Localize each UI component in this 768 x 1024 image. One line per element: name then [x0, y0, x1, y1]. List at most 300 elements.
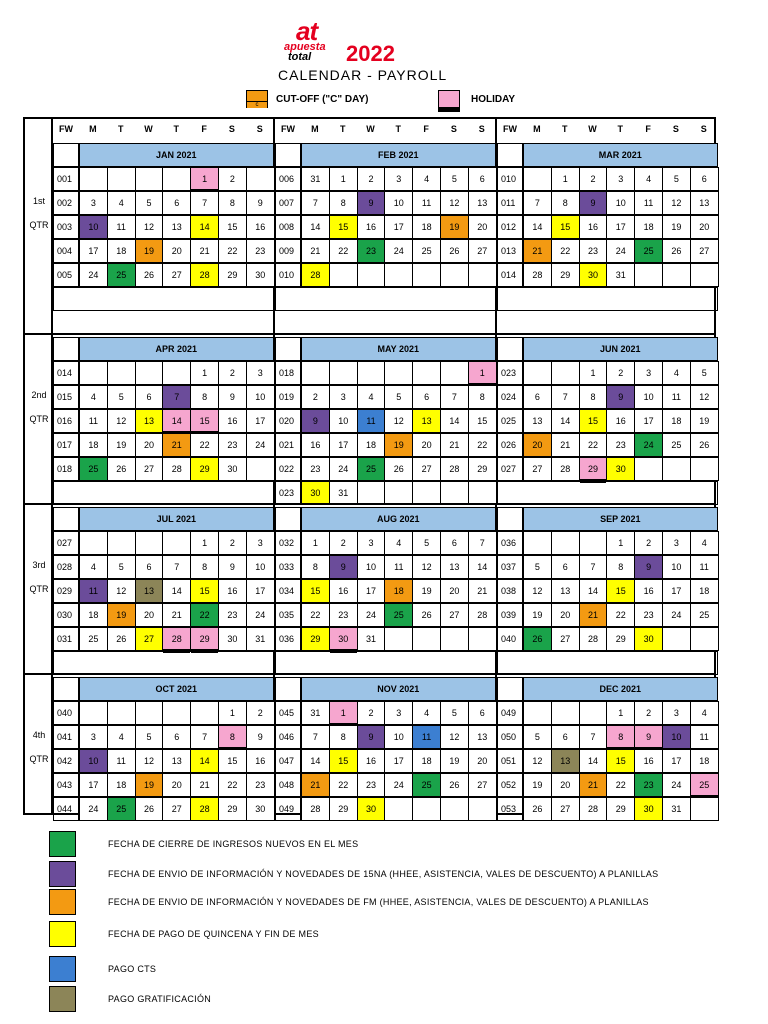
day-cell: 7 — [301, 191, 330, 215]
week-number: 032 — [275, 531, 301, 555]
day-cell: 26 — [523, 797, 552, 821]
day-cell — [662, 263, 691, 287]
day-cell: 24 — [357, 603, 386, 627]
quarter-label-line: 2nd — [31, 390, 47, 400]
day-cell: 4 — [79, 555, 108, 579]
day-cell: 21 — [301, 239, 330, 263]
day-cell — [468, 797, 497, 821]
week-number: 041 — [53, 725, 79, 749]
month-header: JUL 2021 — [79, 507, 274, 531]
day-cell: 14 — [440, 409, 469, 433]
day-cell — [690, 797, 719, 821]
weekday-header: S — [478, 124, 485, 134]
day-cell: 28 — [523, 263, 552, 287]
day-cell: 20 — [135, 433, 164, 457]
day-cell: 2 — [357, 701, 386, 725]
day-cell — [690, 263, 719, 287]
weekday-header: W — [366, 124, 375, 134]
day-cell: 7 — [551, 385, 580, 409]
day-cell: 27 — [468, 773, 497, 797]
day-cell: 20 — [162, 239, 191, 263]
day-cell: 16 — [579, 215, 608, 239]
day-cell: 19 — [384, 433, 413, 457]
day-cell: 4 — [107, 725, 136, 749]
week-number: 036 — [275, 627, 301, 651]
day-cell: 31 — [357, 627, 386, 651]
weekday-header: FW — [59, 124, 73, 134]
week-number: 022 — [275, 457, 301, 481]
week-number: 010 — [497, 167, 523, 191]
legend-swatch — [49, 986, 76, 1012]
week-number: 017 — [53, 433, 79, 457]
logo-line1: apuesta — [284, 41, 326, 53]
day-cell: 16 — [606, 409, 635, 433]
day-cell: 8 — [190, 555, 219, 579]
week-number: 027 — [53, 531, 79, 555]
day-cell: 10 — [662, 555, 691, 579]
day-cell: 29 — [301, 627, 330, 651]
day-cell: 6 — [162, 191, 191, 215]
day-cell: 9 — [606, 385, 635, 409]
day-cell: 28 — [579, 627, 608, 651]
day-cell — [107, 167, 136, 191]
day-cell: 20 — [412, 433, 441, 457]
week-number: 050 — [497, 725, 523, 749]
day-cell: 24 — [246, 433, 275, 457]
day-cell: 28 — [162, 627, 191, 651]
day-cell: 23 — [579, 239, 608, 263]
day-cell: 10 — [329, 409, 358, 433]
day-cell: 18 — [79, 433, 108, 457]
day-cell: 12 — [412, 555, 441, 579]
day-cell: 3 — [606, 167, 635, 191]
day-cell: 10 — [246, 555, 275, 579]
day-cell: 2 — [634, 701, 663, 725]
weekday-header: T — [173, 124, 180, 134]
day-cell: 17 — [79, 239, 108, 263]
day-cell: 13 — [468, 725, 497, 749]
week-number: 015 — [53, 385, 79, 409]
day-cell: 6 — [440, 531, 469, 555]
day-cell: 22 — [606, 603, 635, 627]
day-cell — [384, 481, 413, 505]
day-cell: 8 — [329, 725, 358, 749]
day-cell — [357, 263, 386, 287]
day-cell: 5 — [135, 725, 164, 749]
day-cell: 9 — [634, 725, 663, 749]
month-header: JAN 2021 — [79, 143, 274, 167]
day-cell: 12 — [662, 191, 691, 215]
week-number: 014 — [497, 263, 523, 287]
day-cell: 8 — [190, 385, 219, 409]
day-cell: 23 — [218, 433, 247, 457]
day-cell: 15 — [218, 215, 247, 239]
day-cell — [690, 457, 719, 481]
day-cell: 31 — [301, 167, 330, 191]
day-cell: 3 — [634, 361, 663, 385]
weekday-header: M — [311, 124, 319, 134]
day-cell: 20 — [468, 215, 497, 239]
weekday-header: W — [588, 124, 597, 134]
day-cell: 26 — [440, 773, 469, 797]
day-cell: 26 — [690, 433, 719, 457]
day-cell: 26 — [412, 603, 441, 627]
day-cell: 4 — [634, 167, 663, 191]
day-cell: 14 — [162, 579, 191, 603]
month-header-blank — [53, 337, 79, 361]
legend-swatch — [49, 831, 76, 857]
day-cell: 11 — [79, 409, 108, 433]
day-cell: 2 — [634, 531, 663, 555]
cutoff-key-swatch — [246, 90, 268, 108]
day-cell: 25 — [107, 797, 136, 821]
day-cell: 27 — [690, 239, 719, 263]
month-header-blank — [275, 143, 301, 167]
day-cell — [523, 531, 552, 555]
day-cell: 22 — [579, 433, 608, 457]
quarter-label-line: QTR — [29, 414, 49, 424]
week-number: 012 — [497, 215, 523, 239]
day-cell: 22 — [218, 773, 247, 797]
day-cell: 30 — [329, 627, 358, 651]
day-cell — [384, 627, 413, 651]
day-cell: 22 — [606, 773, 635, 797]
day-cell: 2 — [301, 385, 330, 409]
quarter-divider — [25, 503, 714, 505]
day-cell: 26 — [384, 457, 413, 481]
week-number: 038 — [497, 579, 523, 603]
legend-text: PAGO CTS — [108, 964, 157, 974]
day-cell: 21 — [162, 433, 191, 457]
day-cell: 28 — [579, 797, 608, 821]
day-cell: 6 — [468, 167, 497, 191]
day-cell: 3 — [662, 531, 691, 555]
day-cell: 20 — [523, 433, 552, 457]
day-cell — [357, 481, 386, 505]
day-cell: 11 — [412, 725, 441, 749]
quarter-label — [25, 189, 53, 237]
weekday-header: M — [533, 124, 541, 134]
day-cell — [412, 627, 441, 651]
day-cell: 10 — [79, 749, 108, 773]
day-cell: 5 — [440, 701, 469, 725]
day-cell — [79, 361, 108, 385]
day-cell: 29 — [218, 263, 247, 287]
day-cell: 25 — [662, 433, 691, 457]
day-cell: 29 — [606, 797, 635, 821]
day-cell: 28 — [551, 457, 580, 481]
week-number: 029 — [53, 579, 79, 603]
day-cell: 13 — [135, 409, 164, 433]
day-cell: 19 — [135, 239, 164, 263]
week-number: 036 — [497, 531, 523, 555]
day-cell: 12 — [135, 749, 164, 773]
quarter-label-line: 3rd — [32, 560, 46, 570]
day-cell: 27 — [135, 627, 164, 651]
day-cell — [79, 167, 108, 191]
day-cell: 7 — [468, 531, 497, 555]
day-cell: 20 — [690, 215, 719, 239]
day-cell: 27 — [551, 627, 580, 651]
day-cell: 23 — [357, 773, 386, 797]
week-number: 051 — [497, 749, 523, 773]
week-number: 011 — [497, 191, 523, 215]
week-number: 042 — [53, 749, 79, 773]
day-cell: 19 — [690, 409, 719, 433]
day-cell — [246, 457, 275, 481]
day-cell: 5 — [384, 385, 413, 409]
day-cell: 4 — [107, 191, 136, 215]
day-cell — [523, 361, 552, 385]
day-cell: 29 — [190, 627, 219, 651]
day-cell: 17 — [384, 215, 413, 239]
day-cell: 19 — [107, 433, 136, 457]
day-cell: 15 — [301, 579, 330, 603]
day-cell: 17 — [329, 433, 358, 457]
day-cell: 24 — [606, 239, 635, 263]
day-cell: 19 — [523, 773, 552, 797]
weekday-header: S — [256, 124, 263, 134]
week-number: 035 — [275, 603, 301, 627]
weekday-header: F — [423, 124, 429, 134]
day-cell: 18 — [107, 239, 136, 263]
day-cell: 18 — [690, 749, 719, 773]
day-cell: 27 — [440, 603, 469, 627]
day-cell: 15 — [329, 215, 358, 239]
day-cell: 26 — [440, 239, 469, 263]
weekday-header: F — [201, 124, 207, 134]
day-cell — [412, 797, 441, 821]
day-cell: 17 — [357, 579, 386, 603]
day-cell: 12 — [523, 579, 552, 603]
day-cell: 11 — [634, 191, 663, 215]
day-cell: 13 — [162, 749, 191, 773]
day-cell: 5 — [412, 531, 441, 555]
weekday-header: FW — [503, 124, 517, 134]
day-cell: 7 — [523, 191, 552, 215]
day-cell: 8 — [329, 191, 358, 215]
day-cell — [135, 167, 164, 191]
day-cell: 24 — [79, 263, 108, 287]
day-cell: 15 — [218, 749, 247, 773]
day-cell: 24 — [634, 433, 663, 457]
day-cell: 27 — [523, 457, 552, 481]
day-cell: 18 — [690, 579, 719, 603]
quarter-label-line: QTR — [29, 754, 49, 764]
logo-line2: total — [288, 51, 312, 63]
day-cell: 20 — [468, 749, 497, 773]
day-cell: 26 — [135, 263, 164, 287]
day-cell: 30 — [357, 797, 386, 821]
day-cell: 2 — [606, 361, 635, 385]
day-cell: 24 — [384, 773, 413, 797]
week-number: 016 — [53, 409, 79, 433]
day-cell: 7 — [579, 725, 608, 749]
day-cell: 27 — [551, 797, 580, 821]
day-cell — [634, 457, 663, 481]
day-cell — [551, 361, 580, 385]
day-cell: 1 — [579, 361, 608, 385]
day-cell: 14 — [523, 215, 552, 239]
day-cell: 22 — [329, 773, 358, 797]
day-cell: 16 — [218, 579, 247, 603]
day-cell: 21 — [301, 773, 330, 797]
day-cell: 3 — [662, 701, 691, 725]
day-cell: 5 — [690, 361, 719, 385]
day-cell: 29 — [579, 457, 608, 481]
day-cell — [162, 361, 191, 385]
day-cell: 12 — [107, 579, 136, 603]
day-cell — [412, 361, 441, 385]
day-cell: 15 — [468, 409, 497, 433]
day-cell: 3 — [79, 191, 108, 215]
day-cell: 12 — [440, 725, 469, 749]
weekday-header: W — [144, 124, 153, 134]
day-cell: 25 — [79, 627, 108, 651]
day-cell: 1 — [218, 701, 247, 725]
day-cell: 24 — [79, 797, 108, 821]
day-cell — [190, 701, 219, 725]
day-cell: 23 — [246, 773, 275, 797]
day-cell: 28 — [162, 457, 191, 481]
week-number: 007 — [275, 191, 301, 215]
day-cell — [551, 701, 580, 725]
day-cell: 10 — [384, 725, 413, 749]
day-cell: 1 — [329, 167, 358, 191]
day-cell — [384, 263, 413, 287]
day-cell: 22 — [468, 433, 497, 457]
day-cell: 12 — [107, 409, 136, 433]
day-cell: 18 — [384, 579, 413, 603]
week-number: 040 — [53, 701, 79, 725]
month-header-blank — [53, 143, 79, 167]
day-cell: 16 — [246, 215, 275, 239]
year-title: 2022 — [346, 41, 395, 66]
week-number: 026 — [497, 433, 523, 457]
day-cell: 28 — [468, 603, 497, 627]
day-cell: 11 — [79, 579, 108, 603]
day-cell: 17 — [384, 749, 413, 773]
day-cell: 22 — [190, 433, 219, 457]
weekday-header: S — [700, 124, 707, 134]
day-cell: 18 — [79, 603, 108, 627]
day-cell: 23 — [218, 603, 247, 627]
day-cell: 9 — [357, 725, 386, 749]
day-cell — [551, 531, 580, 555]
day-cell: 21 — [190, 239, 219, 263]
day-cell: 2 — [357, 167, 386, 191]
week-number: 046 — [275, 725, 301, 749]
day-cell: 8 — [606, 725, 635, 749]
day-cell: 30 — [634, 797, 663, 821]
day-cell — [523, 167, 552, 191]
day-cell: 13 — [523, 409, 552, 433]
weekday-header: M — [89, 124, 97, 134]
day-cell: 24 — [246, 603, 275, 627]
week-number: 049 — [275, 797, 301, 821]
day-cell: 13 — [551, 749, 580, 773]
day-cell: 15 — [606, 749, 635, 773]
day-cell — [79, 701, 108, 725]
quarter-label — [25, 553, 53, 601]
day-cell — [440, 263, 469, 287]
legend-text: PAGO GRATIFICACIÓN — [108, 994, 212, 1004]
day-cell: 20 — [162, 773, 191, 797]
day-cell: 7 — [190, 191, 219, 215]
day-cell — [357, 361, 386, 385]
logo-mark: at — [296, 16, 318, 46]
day-cell: 14 — [190, 749, 219, 773]
day-cell: 22 — [301, 603, 330, 627]
legend-text: FECHA DE CIERRE DE INGRESOS NUEVOS EN EL MES — [108, 839, 359, 849]
day-cell: 17 — [79, 773, 108, 797]
week-number: 018 — [53, 457, 79, 481]
day-cell — [135, 701, 164, 725]
week-number: 025 — [497, 409, 523, 433]
day-cell: 16 — [329, 579, 358, 603]
day-cell: 7 — [579, 555, 608, 579]
day-cell: 20 — [551, 773, 580, 797]
day-cell: 1 — [190, 531, 219, 555]
day-cell — [440, 481, 469, 505]
day-cell: 19 — [412, 579, 441, 603]
day-cell: 20 — [551, 603, 580, 627]
day-cell: 28 — [190, 797, 219, 821]
month-header: FEB 2021 — [301, 143, 496, 167]
day-cell — [135, 531, 164, 555]
day-cell: 28 — [440, 457, 469, 481]
day-cell — [412, 263, 441, 287]
day-cell: 30 — [606, 457, 635, 481]
day-cell: 28 — [301, 797, 330, 821]
week-number: 020 — [275, 409, 301, 433]
day-cell: 14 — [551, 409, 580, 433]
day-cell — [579, 531, 608, 555]
day-cell — [246, 167, 275, 191]
day-cell: 17 — [246, 579, 275, 603]
day-cell: 10 — [634, 385, 663, 409]
week-number: 005 — [53, 263, 79, 287]
day-cell: 21 — [190, 773, 219, 797]
day-cell — [468, 263, 497, 287]
day-cell — [301, 361, 330, 385]
day-cell: 22 — [551, 239, 580, 263]
day-cell: 18 — [357, 433, 386, 457]
day-cell: 5 — [107, 385, 136, 409]
day-cell: 9 — [301, 409, 330, 433]
day-cell: 2 — [218, 167, 247, 191]
day-cell: 27 — [162, 263, 191, 287]
day-cell: 16 — [634, 579, 663, 603]
day-cell: 1 — [551, 167, 580, 191]
day-cell: 22 — [218, 239, 247, 263]
day-cell: 15 — [190, 409, 219, 433]
day-cell: 2 — [246, 701, 275, 725]
cutoff-key-label: CUT-OFF ("C" DAY) — [276, 94, 369, 105]
day-cell: 1 — [606, 531, 635, 555]
day-cell: 25 — [357, 457, 386, 481]
payroll-calendar — [23, 117, 716, 815]
day-cell: 29 — [606, 627, 635, 651]
day-cell: 31 — [301, 701, 330, 725]
day-cell: 10 — [662, 725, 691, 749]
cutoff-key-mark: c — [247, 101, 267, 108]
month-header-blank — [497, 507, 523, 531]
day-cell: 14 — [301, 749, 330, 773]
day-cell: 19 — [662, 215, 691, 239]
week-number: 004 — [53, 239, 79, 263]
day-cell: 7 — [440, 385, 469, 409]
